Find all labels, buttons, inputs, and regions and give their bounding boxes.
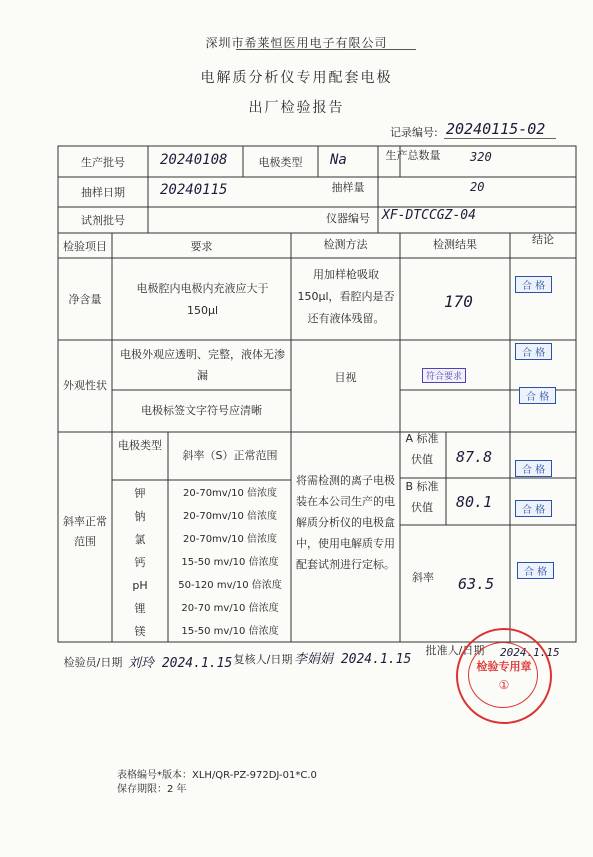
record-number-label: 记录编号: bbox=[390, 126, 438, 139]
reviewer-label: 复核人/日期 bbox=[233, 653, 293, 666]
slope-method: 将需检测的离子电极装在本公司生产的电解质分析仪的电极盒中，使用电解质专用配套试剂进行定标。 bbox=[296, 474, 395, 571]
company-name: 深圳市希莱恒医用电子有限公司 bbox=[205, 36, 388, 50]
header-conclusion: 结论 bbox=[532, 233, 554, 246]
appearance-pass-stamp-1: 合 格 bbox=[515, 343, 552, 360]
range-lithium: 20-70 mv/10 倍浓度 bbox=[181, 603, 279, 614]
range-sodium: 20-70mv/10 倍浓度 bbox=[183, 511, 277, 522]
sample-date-value: 20240115 bbox=[160, 182, 228, 198]
range-chloride: 20-70mv/10 倍浓度 bbox=[183, 534, 277, 545]
sample-qty-value: 20 bbox=[470, 180, 485, 194]
type-sodium: 钠 bbox=[134, 510, 146, 523]
appearance-method: 目视 bbox=[334, 371, 357, 384]
appearance-pass-stamp-2: 合 格 bbox=[519, 387, 556, 404]
net-content-pass-stamp: 合 格 bbox=[515, 276, 552, 293]
report-subtitle: 出厂检验报告 bbox=[248, 100, 345, 116]
slope-pass-stamp-2: 合 格 bbox=[515, 500, 552, 517]
report-title: 电解质分析仪专用配套电极 bbox=[200, 70, 393, 86]
header-item: 检验项目 bbox=[63, 240, 107, 253]
production-qty-label: 生产总数量 bbox=[385, 149, 441, 162]
production-qty-value: 320 bbox=[470, 150, 492, 164]
electrode-type-value: Na bbox=[330, 152, 347, 168]
slope-pass-stamp-3: 合 格 bbox=[517, 562, 554, 579]
appearance-req-label: 电极标签文字符号应清晰 bbox=[141, 404, 262, 417]
slope-col-type: 电极类型 bbox=[118, 439, 162, 452]
inspector-label: 检验员/日期 bbox=[63, 656, 123, 669]
slope-pass-stamp-1: 合 格 bbox=[515, 460, 552, 477]
appearance-result-stamp: 符合要求 bbox=[422, 368, 466, 383]
sample-qty-label: 抽样量 bbox=[331, 181, 365, 194]
slope-col-range: 斜率（S）正常范围 bbox=[182, 449, 278, 462]
test-batch-label: 试剂批号 bbox=[81, 214, 125, 227]
type-potassium: 钾 bbox=[134, 487, 146, 500]
appearance-item: 外观性状 bbox=[63, 379, 107, 392]
seal-text: 检验专用章 bbox=[476, 660, 532, 673]
sample-date-label: 抽样日期 bbox=[81, 186, 125, 199]
record-number-value: 20240115-02 bbox=[446, 120, 546, 138]
instrument-no-value: XF-DTCCGZ-04 bbox=[382, 208, 476, 223]
appearance-req-transparent: 电极外观应透明、完整，液体无渗漏 bbox=[120, 348, 285, 382]
seal-number: ① bbox=[498, 678, 510, 692]
slope-value: 63.5 bbox=[458, 575, 495, 593]
instrument-no-label: 仪器编号 bbox=[326, 212, 370, 225]
net-content-result: 170 bbox=[444, 292, 473, 311]
electrode-type-label: 电极类型 bbox=[258, 156, 303, 169]
inspection-seal bbox=[456, 628, 552, 724]
header-requirement: 要求 bbox=[190, 240, 213, 253]
type-calcium: 钙 bbox=[134, 556, 146, 569]
batch-value: 20240108 bbox=[160, 152, 228, 168]
range-magnesium: 15-50 mv/10 倍浓度 bbox=[181, 626, 279, 637]
type-ph: pH bbox=[132, 579, 148, 592]
reviewer-signature: 李娟娟 2024.1.15 bbox=[294, 652, 412, 667]
retention-period: 保存期限：2 年 bbox=[117, 784, 187, 795]
a-standard-label: A 标准伏值 bbox=[405, 432, 439, 466]
b-standard-value: 80.1 bbox=[456, 493, 493, 511]
approver-label: 批准人/日期 bbox=[425, 644, 485, 657]
range-potassium: 20-70mv/10 倍浓度 bbox=[183, 488, 277, 499]
range-ph: 50-120 mv/10 倍浓度 bbox=[178, 580, 282, 591]
type-lithium: 锂 bbox=[134, 602, 146, 615]
type-magnesium: 镁 bbox=[134, 625, 146, 638]
net-content-item: 净含量 bbox=[68, 293, 102, 306]
slope-label: 斜率 bbox=[412, 571, 434, 584]
range-calcium: 15-50 mv/10 倍浓度 bbox=[181, 557, 279, 568]
approver-signature: 2024.1.15 bbox=[500, 646, 560, 659]
slope-item: 斜率正常范围 bbox=[63, 515, 107, 548]
net-content-requirement: 电极腔内电极内充液应大于150μl bbox=[136, 282, 269, 317]
inspector-signature: 刘玲 2024.1.15 bbox=[128, 656, 233, 671]
b-standard-label: B 标准伏值 bbox=[405, 480, 439, 514]
type-chloride: 氯 bbox=[134, 533, 146, 546]
a-standard-value: 87.8 bbox=[456, 448, 493, 466]
batch-label: 生产批号 bbox=[81, 156, 125, 169]
form-number: 表格编号*版本：XLH/QR-PZ-972DJ-01*C.0 bbox=[117, 770, 317, 781]
header-result: 检测结果 bbox=[433, 238, 477, 251]
net-content-method: 用加样枪吸取150μl，看腔内是否还有液体残留。 bbox=[297, 268, 395, 325]
header-method: 检测方法 bbox=[323, 238, 368, 251]
